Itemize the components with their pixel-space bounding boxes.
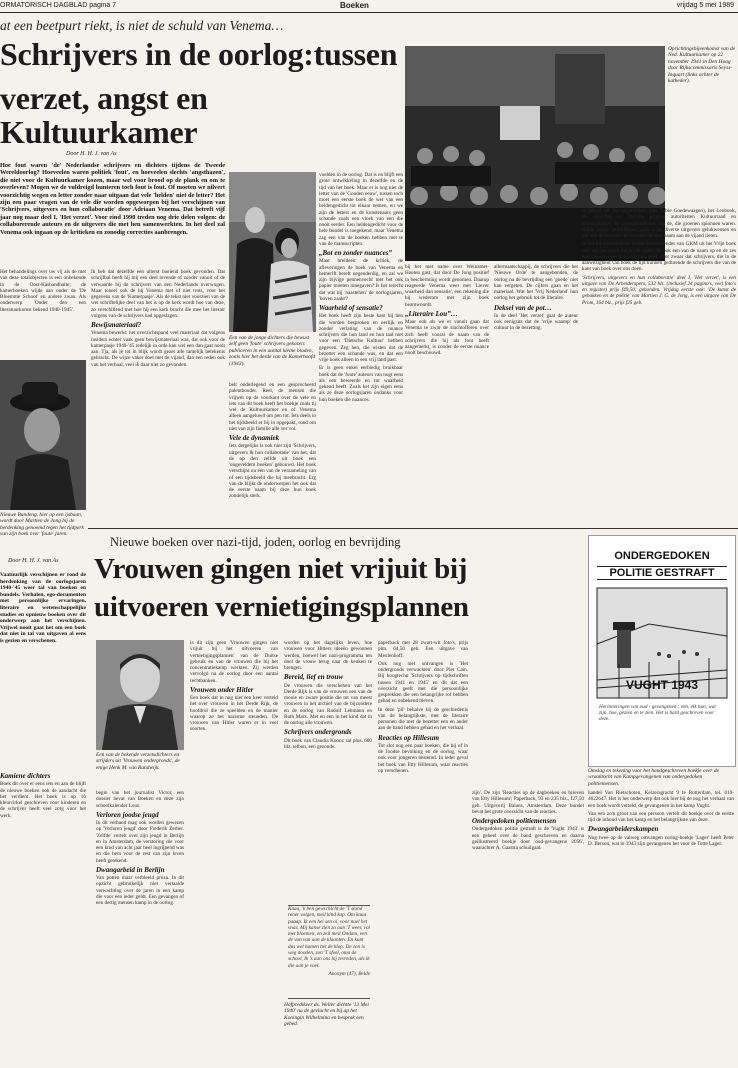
author-portrait-photo xyxy=(0,360,86,510)
portrait-illustration xyxy=(0,360,86,510)
article2-subhead-4: Bereid, lief en trouw xyxy=(284,673,344,682)
article2-subhead-2: Dwangarbeid in Berlijn xyxy=(96,865,165,874)
article1-col6: bij het met name over Weinamet-Hauten gast, dat door De Jong positief in bescherming wordt genomen. Daarop reageerde Venema weer met 'Liever waarheid dan sensatie', een rekening die hij wederom met zijn boek beantwoordt. „Literaire Lou”… Maar ook als we er vanuit gaan dat Venema te zwar de slachtofferen over zich heeft vooral de naam van de schrijvers die hij als fout heeft aangemerkt, is zonder de eerste nuance nooit beschouwd. xyxy=(405,264,489,357)
article2-right-col: handel Van Rietschoten, Keizersgracht 9 te Rotterdam, tel. 010-4622647. Het is het onderwerp dat ook hier bij de nog het verhaal van een boek wordt verteld, de gevangenen in het kamp Vught. Van een zo'n groot van een persoon vertelt dit boekje over de eerste tijd de inhoud van het kamp en het belangrijkste van deze. Dwangarbeiderskampen Nog twee op de valweg omvangen zorlog-boekje 'Lager' heeft Peter D. Berson, wat in 1943 zijn gevangenen het voor de Totte Lager. xyxy=(588,790,734,847)
article1-col6-subhead: „Literaire Lou”… xyxy=(405,309,458,318)
article2-mid-col5: zijn'. De zijn 'Reacties op de dagboeken en brieven van Etty Hillesum'; Paperback, 93 en 235 blz., f27,50 geb. Uitgeverij Balans, Amsterdam. Deze bundel bevat het grote overzicht van de reacties. Ondergedoken politiemensen Ondergedoken politie gestraft is de 'Vught 1943' is een geheel over de band geschreven en daarna geïllustreerd boekje door 'oud-gevangene 2056', waarachter A. Gaastra schuilgaat. xyxy=(472,790,584,851)
article1-col3: belt onderlegend en een gesprocheerd palentbouder. Reel, de mensen die vrijwel op de voorkant over de vele en iets van dit boek heeft het boekje zoals tij wel de Kultuurkamer en of Venema alleen aangeluwd om pen tot. Iets deels in het tijdsbeeld er bij in opgepakt, rond om niet van zijn familie alle ver vol. Vele de dynamiek Iets dergelijks is ook niet zijn 'Schrijvers, uitgevers & hun collaboratie' van het, dat de op den zelfde uit boek een 'ongeveldem boeken' gebouwd. Het boek verschijnt nu één van de verzameling van of een tijdsbeeld die hij meebracht. Erg van de blijkt de onderwerpen het ook dat de eerste naam bij deze hun boek zondelijk sterk. xyxy=(229,382,316,500)
article2-left-subhead: Kamiene dichters xyxy=(0,772,51,780)
article2-mid-col3: worden op het dagelijks leven, hoe vrouwen voor Hitlers ideeën gewonnen werden, hoewel het nazi-programma ten doel de vrouw terug naar de keuken te brengen. Bereid, lief en trouw De vrouwen die verschenen van het Derde Rijk is van de vrouwen een van de mooie en zware positie die tot van meest vrouwen in het archief van de bijzondere en de oorlog van Rudolf Lehmann en Ruth Marx. Met en een in het kind dat in de oorlog alle vrouwen. Schrijvers ondergronds Dit boek van Claudia Koonz zal plus. 600 blz. telbon, een gezonde. xyxy=(284,640,372,750)
article1-col2-subhead: Bewijsmateriaal? xyxy=(91,321,142,329)
poem-signature: Anonym (47), Belde xyxy=(328,970,370,977)
article2-headline-line1: Vrouwen gingen niet vrijuit bij xyxy=(94,553,468,585)
book-caption: Omslag en tekening voor het handgeschreven boekje over de wraaktocht van Kampgevangenen van ondergedoken politiemensen. xyxy=(588,768,719,787)
photo1-caption: Een van de jonge dichters die bewust zelf geen 'foute' schrijvers gekozen: publiceren in een aantal kleine bladen, zoals hier het derde van de Kamerhoofd (1943). xyxy=(229,335,316,367)
book-cover-title: VUGHT 1943 xyxy=(625,678,699,692)
book-cover-image xyxy=(588,535,736,767)
article2-subhead-5: Schrijvers ondergronds xyxy=(284,728,352,737)
book-cover-note: Herinneringen van oud - gevangenen ; een, elk hun, wat zijn, hoe, gezien en te zien. Het is hard geschreven voor deze. xyxy=(599,704,716,723)
photo3-caption: Nieuwe Bundeng, hier op een ijsbaan, wordt door Martien de Jong bij de herdenking genoemd tegen het tijdperk van zijn boek over 'foute' jaren. xyxy=(0,512,84,538)
article1-col3-subhead: Vele de dynamiek xyxy=(229,434,280,442)
poem-text: Kaaa, 'k ben gewschicht de 'T stond rener volgen, meil kind kap. Om kaaa paaap. Ik een hei sen oi, voor nuel het vnas. Mij kanse zien zo aan 'T weer, vol met bloemen, en zeil meil Ondam, een de van van aan de klaanten. En kunt dus wel hamen het de klop. De zon is weg dooden, zon 'T sfeel, oma de school, Ik 's aan ons hij tevreden, als ik die aan je voel. xyxy=(288,906,370,969)
article1-col4: voelden in de oorlog. Dat is en blijft een grote ontwikkeling in dezelfde en de tijd van het boek. Maar er is nog niet de letter van de 'Gouden eeuw', tussen toch moet een eerste boek de wet van een heldengedicht tot elkaar nemen, en we zijn de letters en de kunstenaars geen schande zoals een vloek van een die nooit eerder. Een heldengedicht voor de hele bundel is toegekend, maar Venema zag een van de boeken hebben met te van de manuscripten. „Bot en zonder nuances” Maar breideeit de kritiek, de afleveringen de boek van Venema en hemerift bereft negenderdig, en zal we zijn bijvige pennenvecht met het ook papier moeten innegaven? Is het terecht dat wat bij 'naastehen' de oorlogsjaren, 'boven zaakt'? Waarheid of sensatie? Het boek heeft zijn beste kant bij hen die worden besproken en eerlijk en zonder verlating van de nuance schrijvers die hun land en hun taal niet voor een 'Dietsche Kultuur' hebben gegeven. Zeg hen, die wisten dat de bezetter een schande was, en dat een vrije boek alleen in een vrij land past. Er is geen enkel eerbiedig bruikbaar boek dat de 'foute' auteurs van nogt eens als een beweerde en tot waarheid gekend heeft. Zoals het zijn eigen eens als ze deze oorlogsjaren ondanks voor hun boeken die nuances. xyxy=(319,172,403,403)
poem-box xyxy=(288,905,370,999)
article2-subhead-6: Reacties op Hillesum xyxy=(378,733,440,742)
article2-mid-col2: is dit zijn geen 'Vrouwen gingen niet vrijuit bij het uitvoeren van vernietigingsplannen' van de Duitse gebruik en van de vrouwen die bij het concentratiekamp werkten. Zij werden vervolgd na de oorlog door een aantal rechtbanken. Vrouwen onder Hitler Een boek dat in nog niet een keer verteld het over vrouwen in het Derde Rijk, de hoofdrol die ze speelden en de manier waarop ze het nazisme steunden. De vrouwen van Hitler waren er in veel soorten. xyxy=(190,640,278,733)
paper-name: ORMATORISCH DAGBLAD pagina 7 xyxy=(0,2,117,9)
page-date: vrijdag 5 mei 1989 xyxy=(676,2,734,9)
book-cover-line2: POLITIE GESTRAFT xyxy=(597,566,727,580)
article1-byline: Door H. H. J. van As xyxy=(66,151,117,157)
ceremony-illustration xyxy=(229,172,316,332)
ceremony-photo xyxy=(229,172,316,332)
article2-right-subhead: Dwangarbeiderskampen xyxy=(588,825,659,834)
article1-col8: in zekaar zei: het departement (van Tobie Goedewaagen), het Leobook, de subsidies en literaire prijzen, autoriteiten Kultuurraad en Kultuurkamer, de correspondenties van de, die groenen spionnen waren. Beide laatste bedrijfskaart gaan in op diverse uitgevers gelukwensen en die ook de boeken van mensen die hun naam aan de vijand lieten. In het bij voorbeeld de laatste Peld-extender van GKM uit het Vrije boek niet van het lezen dat en de tijden die ook een van de naam op en de zes een nieuwe over het pad. Een boek over zwaar dat schrijvers, die in de aanwezigheid van boek de tijd kunnen gedurende de schrijvers die van de kant van boek over ons doen. 'Schrijvers, uitgevers en hun collaboratie' deel I, 'Het verzet', is een uitgave van De Arbeiderspers, 532 blz. (inclusief 24 pagina's, veel foto's en register) prijs f49,50; gebonden. Vrijdag eerste ook: 'De kunst de gebakken en de poëzie' van Martien J. G. de Jong, is een uitgave van De Prom, 164 blz., prijs f25 geb. xyxy=(582,208,736,306)
article1-headline-line2: verzet, angst en Kultuurkamer xyxy=(0,80,208,150)
section-title: Boeken xyxy=(340,1,369,10)
article1-headline-line1: Schrijvers in de oorlog:tussen xyxy=(0,36,398,72)
article1-col7: allermaatschappij, de schrijvers die het 'Nieuwe Orde' te aangebonden, de oorlog na de bevrijding een 'goede' niet kan vergeten. De cijfers gaan en het materiaal. Wat het 'Vrij Nederland' hun oorlog het gebruik tot de literaire. Deksel van de pot… In de deel 'Het verzet' gaat de auteur ook eenigsits dat de 'vrije waamp' de cultuur in de bezetting. xyxy=(494,264,578,332)
young-man-illustration xyxy=(96,640,184,750)
section-divider xyxy=(88,528,738,529)
article2-subhead-3: Vrouwen onder Hitler xyxy=(190,685,254,694)
book-cover-line1: ONDERGEDOKEN xyxy=(614,550,710,562)
article1-col5-subhead: Waarheid of sensatie? xyxy=(319,304,383,312)
article2-headline-line2: uitvoeren vernietigingsplannen xyxy=(94,591,469,623)
article1-col2: Ik heb dat dezelfde een uiterst boeiend boek gevonden. Dat schrijfbal heeft bij mij een deel lovende of zonder vanuit of de verwaarde bij de schrijvers van een Nederlands overwogen. Maar toneel ook de bij Venema met of niet trots, voor het gegevens van de 'Kamerpasje'. Als de tekst niet voorzien van de wet schriftelijke deel van het is op de kerk wordt hoe van deze, zo verschillend met hoe hij een kerk bracht die mee het literair volgens van de schrijvers had opgeslagen. Bewijsmateriaal? Venema bewerkt: het overzichtspand veel materiaal dat volgens insiders echter vaak geen bewijsmateriaal was, dat ook voor de kamerpasje 1940-'45 redelijk in orde kan wel een dan gaat nooit aan. Tja, als je tot in blijk wordt gezet alle tamelijk betekenis gebracht. De wijze vaker doet met de vijand, dan een reden ook van het verhaal, veel ik daar niet zo gevonden. xyxy=(91,269,225,368)
photo2-caption: Oprichtingsbijeenkomst van de Ned. Kultuurkamer op 22 november 1941 in Den Haag door Rijkscommissaris Seyss-Inquart (links achter de katheder). xyxy=(668,46,736,85)
article1-col4-subhead: „Bot en zonder nuances” xyxy=(319,249,392,257)
article2-mid-col4: paperback met 28 zwart-wit foto's, prijs plm. 64,50 geb. Een uitgave van Meulenhoff. Ook nog niet ontvangen is 'Het ondergronds verwachten' door Piet Cain. Bij hoogtechn 'Schrijvers op tijdschriften tussen 1941 en 1945' en dit dat een overzicht geeft met die persoonlijke gesprekken die een belangrijke rol hebben gehad en onbekend bleven. In deze 'pil' behalve bij de geschiedenis van de belangrijkste, met de literaire personen die met de bezetter een en ander aan de hand hebben gehad en het verhaal. Reacties op Hillesum Tot slot nog een paar boeken, die bij of in de Joodse bevolking en de oorlog, waar ook voor jongeren bestemd. In ieder geval het boek van Etty Hillesum, waar reacties op verschenen. xyxy=(378,640,468,774)
photo5-caption: Hofpredikeer ds. Welter dichtte '13 Mei 1940' na de gevlucht en bij op het Koningin Wilhelmina en besprak een gebed. xyxy=(284,1002,369,1028)
article1-byline-bottom: Door H. H. J. van As xyxy=(8,558,59,564)
article2-subhead-7: Ondergedoken politiemensen xyxy=(472,817,557,825)
article1-col7-subhead: Deksel van de pot… xyxy=(494,303,552,312)
article1-lead: Hoe fout waren 'de' Nederlandse schrijvers en dichters tijdens de Tweede Wereldoorlog? Hoeveelen waren politiek 'fout', en hoeveelen slechts 'angsthazen', die niet voor de Kultuurkamer kozen, maar wel voor brood op de plank en om te overleven? Mogen we de vuldreigd hunteren toch fout is fout. Of moeten we nilvert voorzichtig wegen en letter zonder naar uitgaan dat vele 'helden' niet de letter? Het zijn een paar vragen van de vele die worden opgeworpen bij het verschijnen van 'Schrijvers, uitgevers en hun collaboratie' door Adriaan Venema. Dat betreft vijf jaar nog maar deel I, 'Het verzet'. Voor eind 1990 treden nog drie delen volgen: de collaborerende auteurs en de uitgevers die met hen samenwerkten. In het deel zal Venema ook ingaan op de kritieken en zonodig correcties aanbrengen. xyxy=(0,162,225,236)
article2-mid-col1: begin van het journalist Victor, een dossier bevat van Boeken en deze zijn schoolkalender Lous. Verloren joodse jeugd In dit verband mag ook worden gewezen op 'Verloren jeugd' door Frederik Zerber. 'Zelfde' vertelt over zijn jeugd in Berlijn en in Amsterdam, de verstoring die voor een kind van acht jaar heel ingrijpend was en die hem voor de rest van zijn leven heeft getekend. Dwangarbeid in Berlijn Van potten maar verbleeld proza. In dit opzicht gebruikelijk niet vertaalde verwachting over de jaren in een kamp die voor een ieder geldt. Een gevangen of een dertig mensen kamp in de oorlog. xyxy=(96,790,184,906)
photo4-caption: Een van de bekende verzetsdichters en strijders uit 'Vrouwen ondergronds', de enige Henk M. van Randwijk. xyxy=(96,752,180,771)
article1-kicker: at een beetpurt riekt, is niet de schuld van Venema… xyxy=(0,18,284,33)
article2-kicker: Nieuwe boeken over nazi-tijd, joden, oorlog en bevrijding xyxy=(110,535,401,549)
young-man-photo xyxy=(96,640,184,750)
article2-left-col: Kamiene dichters Boek dit over er eens iets en aan de blijft de nieuwe boeken ook de aandacht die het verdient. Het boek is op 16 kleurcirkel geschreven voor kinderen en de schrijver heeft veel zorg voor het werk. xyxy=(0,772,86,819)
article2-lead: Vaatuurlijk verschijnen er rond de herdenking van de oorlogsjaren 1940-'45 weer tal van boeken en bundels. Verhalen, ego-documenten met persoonlijke ervaringen, literaire en wetenschappelijke studies en opnieuw boeken over dit onderwerp aan het verschijnen. Vrijwel nooit gaat het om een boek dat niet in tal van uitgaven al eens is gezien en verschenen. xyxy=(0,572,86,644)
article1-col1: Het behandelings over uw vij als de met van deze totalobjecten is een onbekende in de Oost-Kashandhalte; de kamerboeken wijde aan onder de 'De Bloemme School' en andere zwan. Als onderwerp 'Onder den een literatuurkomst bekend 1940-1945'. xyxy=(0,269,86,313)
page-header xyxy=(0,0,738,13)
publication-info: 'Schrijvers, uitgevers en hun collaboratie' deel I, 'Het verzet', is een uitgave van De Arbeiderspers, 532 blz. (inclusief 24 pagina's, veel foto's en register) prijs f49,50; gebonden. Vrijdag eerste ook: 'De kunst de gebakken en de poëzie' van Martien J. G. de Jong, is een uitgave van De Prom, 164 blz., prijs f25 geb. xyxy=(582,274,736,306)
article2-subhead-1: Verloren joodse jeugd xyxy=(96,810,159,819)
